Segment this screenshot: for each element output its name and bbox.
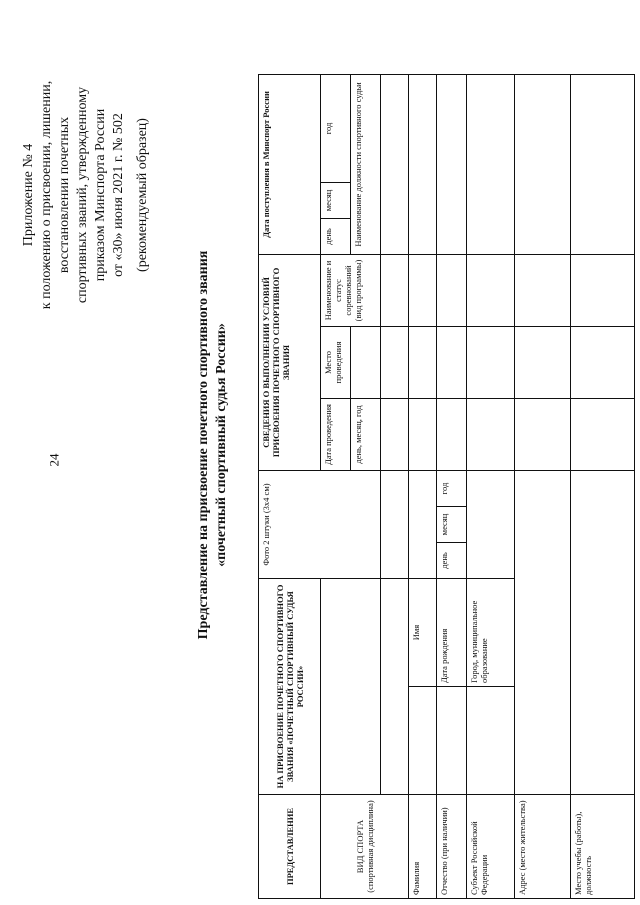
condition-row-2-date[interactable] (409, 399, 437, 471)
work-label: Место учебы (работы), должность (571, 795, 635, 899)
condition-row-6-place[interactable] (571, 327, 635, 399)
condition-row-5-competition[interactable] (515, 254, 571, 326)
condition-row-2-competition[interactable] (409, 254, 437, 326)
document-title (195, 165, 231, 725)
nomination-form-table (258, 2, 635, 899)
sport-extra-input[interactable] (381, 579, 409, 795)
date-held-header: Дата проведения (321, 399, 351, 471)
position-name-header: Наименование должности спортивного судьи (351, 74, 381, 254)
condition-row-2-position[interactable] (409, 74, 437, 254)
name-label: Имя (409, 579, 437, 687)
appendix-date-line: от «30» июня 2021 г. № 502 (111, 113, 126, 277)
condition-row-3-place[interactable] (437, 327, 467, 399)
place-held-input[interactable] (351, 327, 381, 399)
patronymic-input[interactable] (437, 687, 467, 795)
received-month-header: месяц (321, 182, 351, 218)
birth-day-header: день (437, 543, 467, 579)
address-input[interactable] (515, 471, 571, 795)
condition-row-4-place[interactable] (467, 327, 515, 399)
condition-row-1-position[interactable] (381, 74, 409, 254)
representation-cell: ПРЕДСТАВЛЕНИЕ (259, 795, 321, 899)
condition-row-5-date[interactable] (515, 399, 571, 471)
appendix-header (20, 25, 152, 365)
condition-row-5-place[interactable] (515, 327, 571, 399)
condition-row-6-position[interactable] (571, 74, 635, 254)
photo-area[interactable] (381, 471, 409, 579)
received-year-header: год (321, 74, 351, 182)
appendix-line-4: приказом Минспорта России (93, 108, 108, 282)
sport-input[interactable] (321, 579, 381, 795)
sample-note: (рекомендуемый образец) (135, 118, 150, 272)
appendix-line-3: спортивных званий, утвержденному (75, 86, 90, 304)
appendix-line-2: восстановлении почетных (57, 116, 72, 274)
work-input[interactable] (571, 471, 635, 795)
address-label: Адрес (место жительства) (515, 795, 571, 899)
page-number: 24 (46, 453, 62, 467)
condition-row-4-competition[interactable] (467, 254, 515, 326)
birth-date-label: Дата рождения (437, 579, 467, 687)
condition-row-6-competition[interactable] (571, 254, 635, 326)
birth-year-header: год (437, 471, 467, 507)
name-input[interactable] (409, 471, 437, 579)
condition-row-4-date[interactable] (467, 399, 515, 471)
surname-label: Фамилия (409, 795, 437, 899)
condition-row-1-competition[interactable] (381, 254, 409, 326)
surname-input[interactable] (409, 687, 437, 795)
competition-name-header: Наименование и статус соревнований (вид программы) (321, 254, 381, 326)
conditions-header-cell: СВЕДЕНИЯ О ВЫПОЛНЕНИИ УСЛОВИЙ ПРИСВОЕНИЯ ПОЧЕТНОГО СПОРТИВНОГО ЗВАНИЯ (259, 254, 321, 470)
condition-row-3-position[interactable] (437, 74, 467, 254)
condition-row-1-date[interactable] (381, 399, 409, 471)
date-format-note: день, месяц, год (351, 399, 381, 471)
subject-label: Субъект Российской Федерации (467, 795, 515, 899)
received-date-header: Дата поступления в Минспорт России (259, 74, 321, 254)
subject-input[interactable] (467, 687, 515, 795)
appendix-number: Приложение № 4 (21, 143, 36, 247)
city-input[interactable] (467, 471, 515, 579)
condition-row-6-date[interactable] (571, 399, 635, 471)
city-label: Город, муниципальное образование (467, 579, 515, 687)
photo-cell: Фото 2 штуки (3х4 см) (259, 471, 381, 579)
title-line-1: Представление на присвоение почетного спортивного звания (196, 250, 211, 640)
condition-row-4-position[interactable] (467, 74, 515, 254)
award-title-cell: НА ПРИСВОЕНИЕ ПОЧЕТНОГО СПОРТИВНОГО ЗВАНИЯ «ПОЧЕТНЫЙ СПОРТИВНЫЙ СУДЬЯ РОССИИ» (259, 579, 321, 795)
birth-month-header: месяц (437, 507, 467, 543)
condition-row-3-date[interactable] (437, 399, 467, 471)
appendix-line-1: к положению о присвоении, лишении, (39, 80, 54, 310)
patronymic-label: Отчество (при наличии) (437, 795, 467, 899)
condition-row-2-place[interactable] (409, 327, 437, 399)
sport-cell: ВИД СПОРТА (спортивная дисциплина) (321, 795, 409, 899)
condition-row-1-place[interactable] (381, 327, 409, 399)
received-day-header: день (321, 218, 351, 254)
condition-row-5-position[interactable] (515, 74, 571, 254)
place-held-header: Место проведения (321, 327, 351, 399)
title-line-2: «почетный спортивный судья России» (214, 323, 229, 567)
condition-row-3-competition[interactable] (437, 254, 467, 326)
